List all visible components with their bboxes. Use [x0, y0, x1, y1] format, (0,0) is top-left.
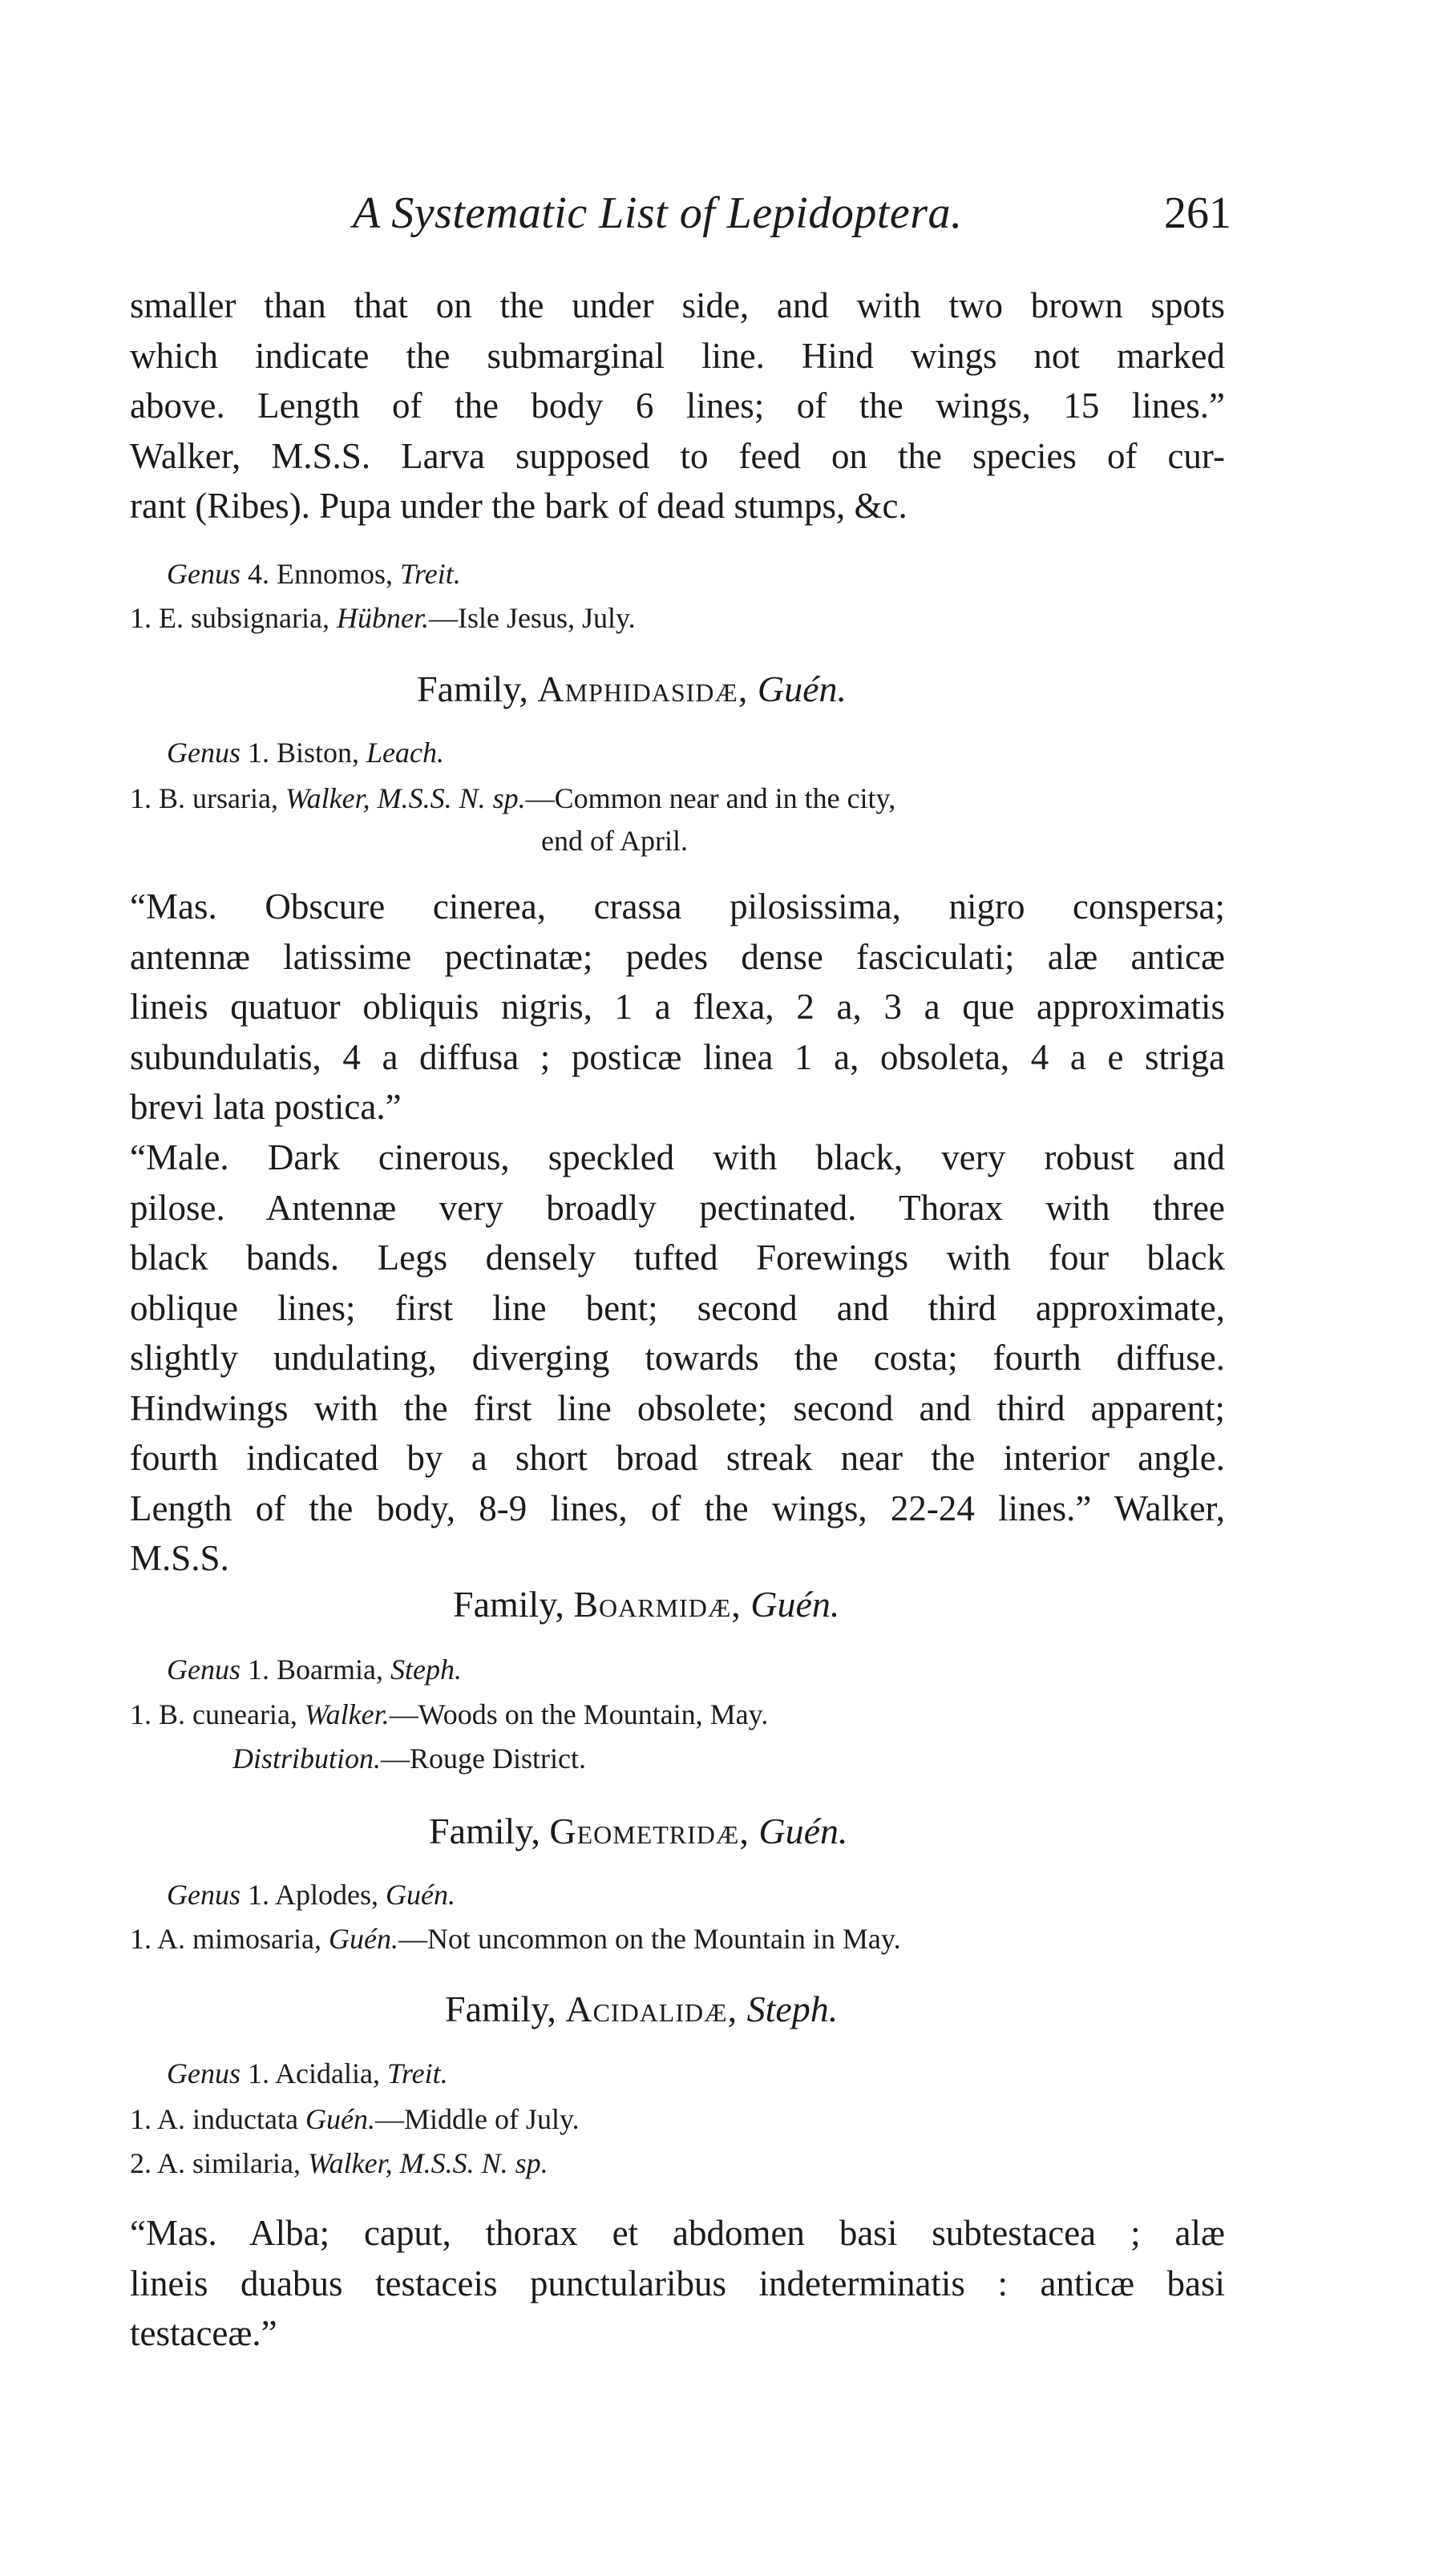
species-entry: 1. B. cunearia, Walker.—Woods on the Mountain, May.: [130, 1698, 769, 1730]
species-entry: 1. E. subsignaria, Hübner.—Isle Jesus, July.: [130, 602, 636, 634]
running-header-title: A Systematic List of Lepidoptera.: [353, 188, 963, 238]
text-line: Walker, M.S.S. Larva supposed to feed on the species of cur-: [130, 435, 1225, 476]
text-line: slightly undulating, diverging towards the costa; fourth diffuse.: [130, 1338, 1225, 1378]
latin-description: [130, 882, 1225, 1133]
genus-heading: Genus 1. Biston, Leach.: [167, 737, 445, 769]
genus-heading: Genus 1. Aplodes, Guén.: [167, 1879, 455, 1911]
species-entry: 1. A. mimosaria, Guén.—Not uncommon on the Mountain in May.: [130, 1923, 901, 1955]
text-line: subundulatis, 4 a diffusa ; posticæ linea 1 a, obsoleta, 4 a e striga: [130, 1036, 1225, 1077]
text-line: M.S.S.: [130, 1538, 229, 1578]
text-line: testaceæ.”: [130, 2313, 277, 2353]
english-description: [130, 1133, 1225, 1584]
genus-heading: Genus 4. Ennomos, Treit.: [167, 558, 461, 590]
latin-description-acidalia: [130, 2208, 1225, 2359]
text-line: Hindwings with the first line obsolete; second and third apparent;: [130, 1387, 1225, 1428]
family-heading: Family, Acidalidæ, Steph.: [445, 1989, 839, 2029]
text-line: antennæ latissime pectinatæ; pedes dense fasciculati; alæ anticæ: [130, 936, 1225, 977]
text-line: black bands. Legs densely tufted Forewings with four black: [130, 1238, 1225, 1278]
text-line: fourth indicated by a short broad streak near the interior angle.: [130, 1438, 1225, 1478]
family-heading: Family, Geometridæ, Guén.: [429, 1811, 848, 1851]
text-line: brevi lata postica.”: [130, 1087, 402, 1127]
genus-heading: Genus 1. Acidalia, Treit.: [167, 2057, 448, 2089]
family-heading: Family, Amphidasidæ, Guén.: [417, 668, 847, 709]
genus-heading: Genus 1. Boarmia, Steph.: [167, 1653, 462, 1686]
text-line: Length of the body, 8-9 lines, of the wings, 22-24 lines.” Walker,: [130, 1488, 1225, 1528]
page-number: 261: [1164, 188, 1231, 238]
text-line: smaller than that on the under side, and with two brown spots: [130, 285, 1225, 325]
text-line: “Male. Dark cinerous, speckled with black, very robust and: [130, 1137, 1225, 1177]
text-line: oblique lines; first line bent; second and third approximate,: [130, 1287, 1225, 1328]
distribution-note: Distribution.—Rouge District.: [232, 1742, 587, 1775]
text-line: which indicate the submarginal line. Hind wings not marked: [130, 335, 1225, 376]
text-line: pilose. Antennæ very broadly pectinated. Thorax with three: [130, 1187, 1225, 1228]
text-line: above. Length of the body 6 lines; of the wings, 15 lines.”: [130, 386, 1225, 426]
text-line: “Mas. Alba; caput, thorax et abdomen basi subtestacea ; alæ: [130, 2213, 1225, 2253]
text-line: lineis duabus testaceis punctularibus indeterminatis : anticæ basi: [130, 2263, 1225, 2303]
text-line: lineis quatuor obliquis nigris, 1 a flexa, 2 a, 3 a que approximatis: [130, 987, 1225, 1027]
text-line: “Mas. Obscure cinerea, crassa pilosissima, nigro conspersa;: [130, 886, 1225, 927]
intro-paragraph: [130, 281, 1225, 531]
species-entry: 1. A. inductata Guén.—Middle of July.: [130, 2103, 580, 2135]
species-entry: 1. B. ursaria, Walker, M.S.S. N. sp.—Common near and in the city,: [130, 782, 896, 814]
species-entry-continuation: end of April.: [541, 825, 688, 857]
family-heading: Family, Boarmidæ, Guén.: [453, 1584, 840, 1625]
species-entry: 2. A. similaria, Walker, M.S.S. N. sp.: [130, 2147, 548, 2179]
text-line: rant (Ribes). Pupa under the bark of dead stumps, &c.: [130, 486, 907, 526]
